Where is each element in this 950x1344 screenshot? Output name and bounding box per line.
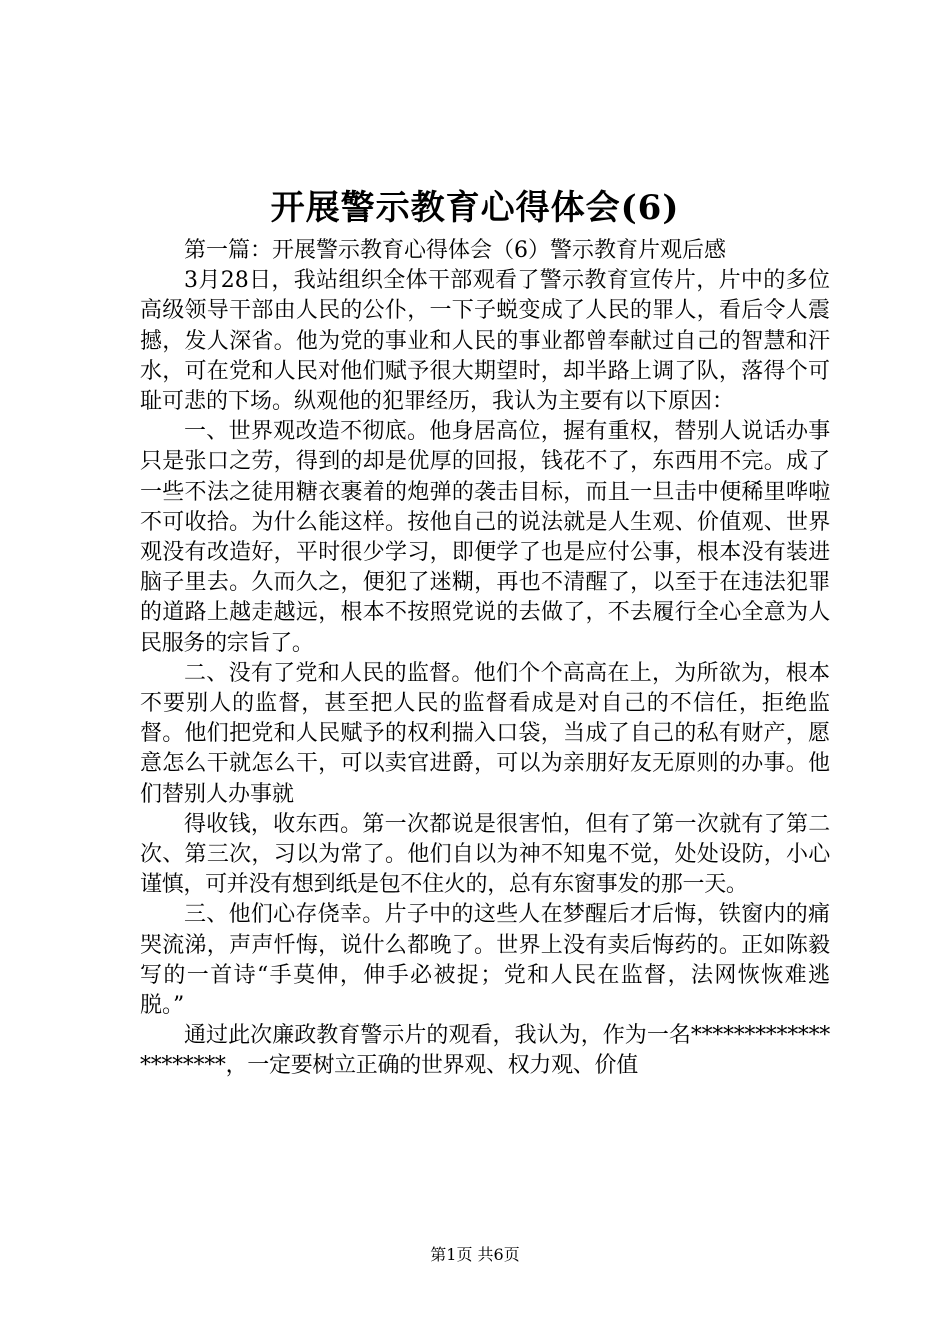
page-footer: 第1页 共6页 <box>430 1245 520 1264</box>
paragraph-point-three: 三、他们心存侥幸。片子中的这些人在梦醒后才后悔，铁窗内的痛哭流涕，声声忏悔，说什么都晚了。世界上没有卖后悔药的。正如陈毅写的一首诗“手莫伸，伸手必被捉；党和人民在监督，法网恢恢难逃脱。” <box>140 902 830 1019</box>
document-title: 开展警示教育心得体会(6) <box>270 188 680 228</box>
paragraph-point-two-continued: 得收钱，收东西。第一次都说是很害怕，但有了第一次就有了第二次、第三次，习以为常了。他们自以为神不知鬼不觉，处处设防，小心谨慎，可并没有想到纸是包不住火的，总有东窗事发的那一天。 <box>140 811 830 898</box>
paragraph-point-two: 二、没有了党和人民的监督。他们个个高高在上，为所欲为，根本不要别人的监督，甚至把人民的监督看成是对自己的不信任，拒绝监督。他们把党和人民赋予的权利揣入口袋，当成了自己的私有财产，愿意怎么干就怎么干，可以卖官进爵，可以为亲朋好友无原则的办事。他们替别人办事就 <box>140 660 830 807</box>
document-body <box>140 236 830 1082</box>
paragraph-intro: 3月28日，我站组织全体干部观看了警示教育宣传片，片中的多位高级领导干部由人民的公仆，一下子蜕变成了人民的罪人，看后令人震撼，发人深省。他为党的事业和人民的事业都曾奉献过自己的智慧和汗水，可在党和人民对他们赋予很大期望时，却半路上调了队，落得个可耻可悲的下场。纵观他的犯罪经历，我认为主要有以下原因： <box>140 268 830 415</box>
paragraph-point-one: 一、世界观改造不彻底。他身居高位，握有重权，替别人说话办事只是张口之劳，得到的却是优厚的回报，钱花不了，东西用不完。成了一些不法之徒用糖衣裹着的炮弹的袭击目标，而且一旦击中便稀里哗啦不可收拾。为什么能这样。按他自己的说法就是人生观、价值观、世界观没有改造好，平时很少学习，即便学了也是应付公事，根本没有装进脑子里去。久而久之，便犯了迷糊，再也不清醒了，以至于在违法犯罪的道路上越走越远，根本不按照党说的去做了，不去履行全心全意为人民服务的宗旨了。 <box>140 419 830 656</box>
paragraph-conclusion: 通过此次廉政教育警示片的观看，我认为，作为一名*********************，一定要树立正确的世界观、权力观、价值 <box>140 1023 830 1079</box>
paragraph-heading: 第一篇：开展警示教育心得体会（6）警示教育片观后感 <box>184 238 726 263</box>
